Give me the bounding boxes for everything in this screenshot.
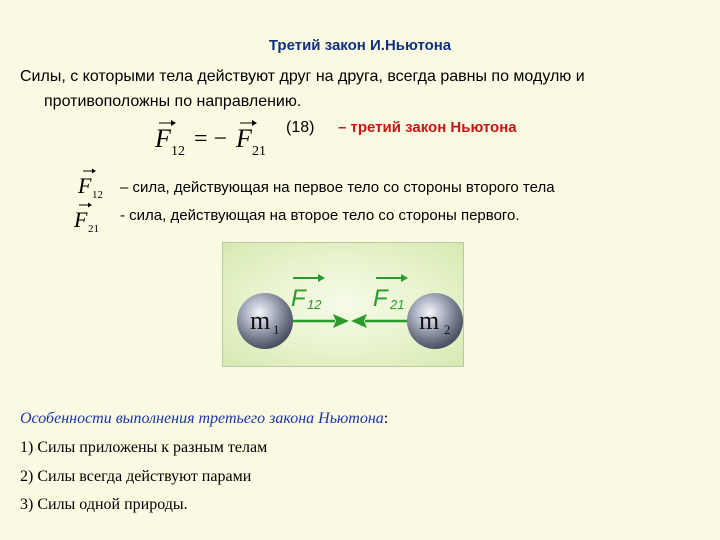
law-statement-line-1: Силы, с которыми тела действуют друг на друга, всегда равны по модулю и — [20, 68, 585, 85]
symbol-f21 — [70, 200, 110, 234]
definition-f21: - сила, действующая на второе тело со стороны первого. — [120, 207, 520, 224]
force-f21-arrowhead-icon — [351, 314, 367, 328]
feature-item-2: 2) Силы всегда действуют парами — [20, 468, 252, 485]
force-f21-subscript: 21 — [390, 297, 405, 312]
mass-2-subscript: 2 — [444, 322, 451, 337]
f12-vector-arrowhead-icon — [318, 274, 325, 282]
vector-arrowhead-icon — [171, 120, 176, 126]
equation-name: – третий закон Ньютона — [338, 119, 517, 136]
vector-arrowhead-icon — [92, 169, 96, 174]
feature-item-1: 1) Силы приложены к разным телам — [20, 439, 268, 456]
page-title: Третий закон И.Ньютона — [268, 37, 452, 54]
force-f12-subscript: 12 — [307, 297, 322, 312]
symbol-f21-subscript: 21 — [88, 223, 99, 234]
newton-third-law-formula — [152, 117, 282, 161]
mass-2-label: m — [419, 306, 440, 335]
law-statement-line-2: противоположны по направлению. — [44, 93, 302, 110]
symbol-f12-subscript: 12 — [92, 189, 103, 200]
features-heading-colon: : — [383, 410, 389, 427]
mass-1-subscript: 1 — [273, 322, 280, 337]
symbol-f12 — [74, 166, 114, 200]
formula-rhs-letter: F — [236, 124, 252, 153]
force-f21-label: F — [373, 285, 388, 312]
vector-arrowhead-icon — [252, 120, 257, 126]
equation-number: (18) — [286, 119, 315, 136]
definition-f12: – сила, действующая на первое тело со стороны второго тела — [120, 179, 555, 196]
interaction-diagram-svg — [223, 243, 463, 366]
formula-lhs-subscript: 12 — [171, 144, 185, 159]
vector-arrowhead-icon — [88, 203, 92, 208]
interaction-diagram — [222, 242, 464, 367]
mass-1-label: m — [250, 306, 271, 335]
formula-operator: = − — [194, 126, 228, 152]
formula-rhs-subscript: 21 — [252, 144, 266, 159]
symbol-f21-letter: F — [74, 207, 88, 232]
features-heading-text: Особенности выполнения третьего закона Ньютона — [20, 410, 384, 427]
symbol-f12-letter: F — [78, 173, 92, 198]
force-f12-arrowhead-icon — [333, 314, 349, 328]
feature-item-3: 3) Силы одной природы. — [20, 496, 188, 513]
law-statement — [20, 64, 696, 114]
formula-lhs-letter: F — [155, 124, 171, 153]
features-heading — [20, 410, 388, 428]
force-f12-label: F — [291, 285, 306, 312]
f21-vector-arrowhead-icon — [401, 274, 408, 282]
